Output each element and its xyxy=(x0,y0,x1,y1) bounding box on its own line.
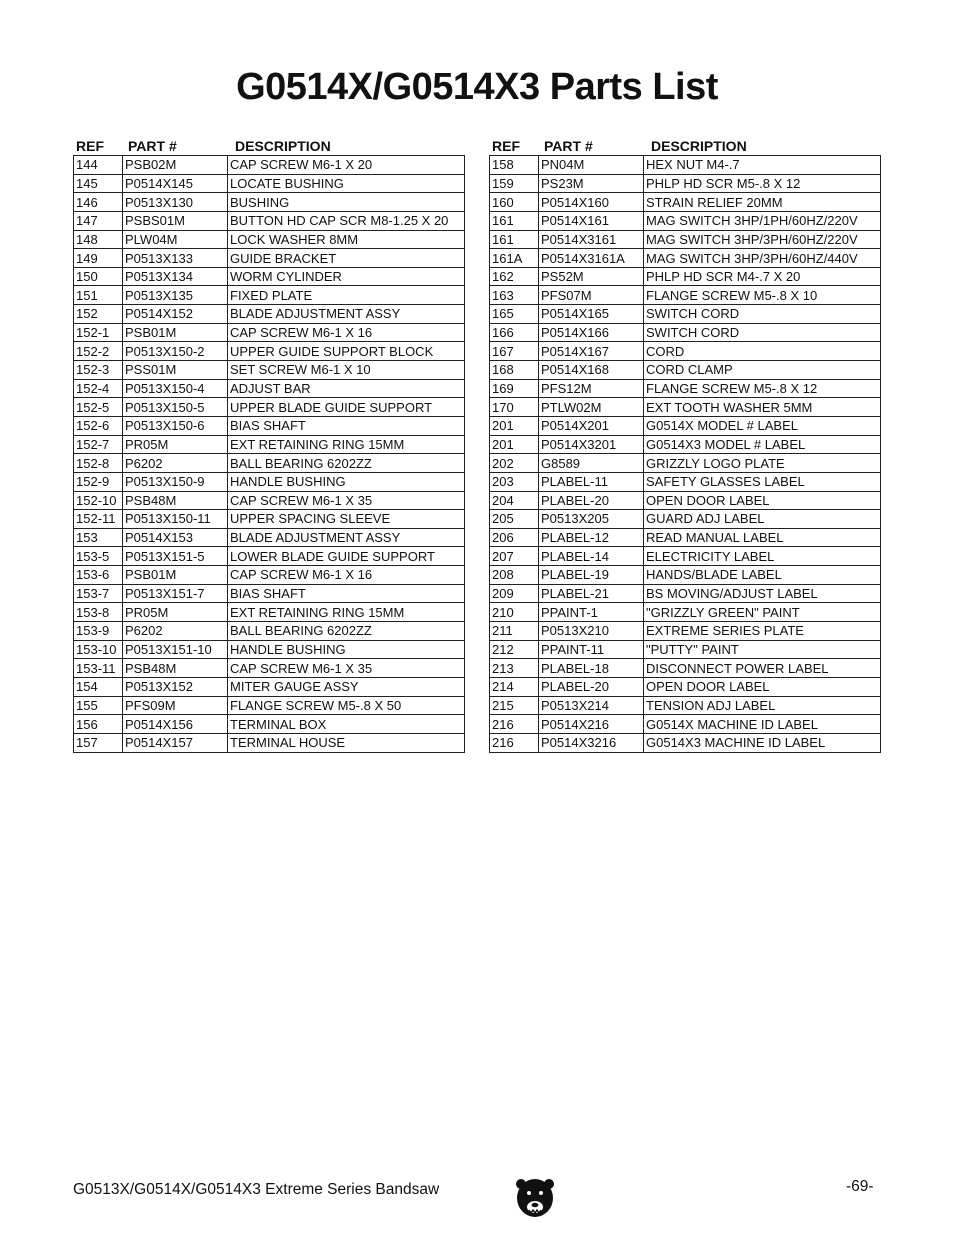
description-cell: LOCATE BUSHING xyxy=(228,174,465,193)
table-row xyxy=(490,659,881,678)
page-title: G0514X/G0514X3 Parts List xyxy=(236,66,718,108)
part-number-cell: P0513X150-9 xyxy=(123,472,228,491)
table-row xyxy=(490,286,881,305)
part-number-cell: P0513X151-7 xyxy=(123,584,228,603)
ref-cell: 161 xyxy=(490,211,539,230)
part-number-cell: PFS09M xyxy=(123,696,228,715)
part-number-cell: PSS01M xyxy=(123,361,228,380)
ref-cell: 151 xyxy=(74,286,123,305)
description-cell: FLANGE SCREW M5-.8 X 12 xyxy=(644,379,881,398)
table-row xyxy=(74,305,465,324)
description-cell: MAG SWITCH 3HP/3PH/60HZ/440V xyxy=(644,249,881,268)
ref-cell: 202 xyxy=(490,454,539,473)
table-row xyxy=(490,733,881,752)
part-number-cell: PTLW02M xyxy=(539,398,644,417)
description-cell: MAG SWITCH 3HP/3PH/60HZ/220V xyxy=(644,230,881,249)
part-number-cell: PR05M xyxy=(123,603,228,622)
table-row xyxy=(490,696,881,715)
ref-cell: 215 xyxy=(490,696,539,715)
part-number-cell: P0514X216 xyxy=(539,715,644,734)
ref-cell: 146 xyxy=(74,193,123,212)
description-cell: TERMINAL HOUSE xyxy=(228,733,465,752)
table-row xyxy=(490,640,881,659)
description-cell: FLANGE SCREW M5-.8 X 50 xyxy=(228,696,465,715)
description-cell: "GRIZZLY GREEN" PAINT xyxy=(644,603,881,622)
description-cell: G0514X MODEL # LABEL xyxy=(644,416,881,435)
table-row xyxy=(490,435,881,454)
ref-cell: 152-6 xyxy=(74,416,123,435)
ref-cell: 162 xyxy=(490,267,539,286)
table-row xyxy=(74,323,465,342)
table-row xyxy=(490,379,881,398)
table-row xyxy=(490,715,881,734)
part-number-cell: P0513X150-11 xyxy=(123,510,228,529)
part-number-cell: PFS07M xyxy=(539,286,644,305)
description-cell: MAG SWITCH 3HP/1PH/60HZ/220V xyxy=(644,211,881,230)
part-number-cell: P0514X168 xyxy=(539,361,644,380)
ref-column-header: REF xyxy=(492,138,520,154)
table-row xyxy=(74,528,465,547)
ref-cell: 213 xyxy=(490,659,539,678)
ref-cell: 167 xyxy=(490,342,539,361)
part-number-cell: PS52M xyxy=(539,267,644,286)
table-row xyxy=(74,454,465,473)
ref-cell: 154 xyxy=(74,677,123,696)
table-row xyxy=(490,249,881,268)
ref-cell: 152-3 xyxy=(74,361,123,380)
table-row xyxy=(74,379,465,398)
part-number-cell: P0514X160 xyxy=(539,193,644,212)
table-row xyxy=(490,174,881,193)
part-number-cell: P0514X3216 xyxy=(539,733,644,752)
table-row xyxy=(490,305,881,324)
description-cell: CAP SCREW M6-1 X 35 xyxy=(228,491,465,510)
description-cell: HANDLE BUSHING xyxy=(228,640,465,659)
table-row xyxy=(490,622,881,641)
table-row xyxy=(74,249,465,268)
table-row xyxy=(74,286,465,305)
ref-cell: 153-6 xyxy=(74,566,123,585)
description-cell: G0514X3 MACHINE ID LABEL xyxy=(644,733,881,752)
description-cell: SWITCH CORD xyxy=(644,323,881,342)
part-number-cell: P0513X135 xyxy=(123,286,228,305)
table-row xyxy=(490,510,881,529)
description-cell: BIAS SHAFT xyxy=(228,416,465,435)
part-number-cell: PLABEL-14 xyxy=(539,547,644,566)
description-cell: UPPER BLADE GUIDE SUPPORT xyxy=(228,398,465,417)
part-number-cell: PPAINT-11 xyxy=(539,640,644,659)
description-cell: LOCK WASHER 8MM xyxy=(228,230,465,249)
part-number-cell: PLABEL-21 xyxy=(539,584,644,603)
part-number-cell: P0514X152 xyxy=(123,305,228,324)
ref-cell: 150 xyxy=(74,267,123,286)
description-cell: BALL BEARING 6202ZZ xyxy=(228,454,465,473)
table-row xyxy=(74,640,465,659)
description-cell: WORM CYLINDER xyxy=(228,267,465,286)
description-cell: GRIZZLY LOGO PLATE xyxy=(644,454,881,473)
part-number-cell: P0514X166 xyxy=(539,323,644,342)
part-number-cell: P0514X3161A xyxy=(539,249,644,268)
part-number-cell: P0514X3201 xyxy=(539,435,644,454)
description-cell: CAP SCREW M6-1 X 20 xyxy=(228,156,465,175)
description-cell: BLADE ADJUSTMENT ASSY xyxy=(228,305,465,324)
table-header xyxy=(73,132,465,155)
ref-cell: 153-8 xyxy=(74,603,123,622)
table-row xyxy=(74,230,465,249)
table-row xyxy=(490,472,881,491)
description-cell: ADJUST BAR xyxy=(228,379,465,398)
table-row xyxy=(490,398,881,417)
ref-cell: 211 xyxy=(490,622,539,641)
ref-cell: 201 xyxy=(490,416,539,435)
description-cell: STRAIN RELIEF 20MM xyxy=(644,193,881,212)
table-row xyxy=(490,323,881,342)
ref-cell: 152-7 xyxy=(74,435,123,454)
ref-cell: 160 xyxy=(490,193,539,212)
page-number: -69- xyxy=(846,1178,874,1195)
ref-cell: 204 xyxy=(490,491,539,510)
table-row xyxy=(74,733,465,752)
part-number-cell: P0513X133 xyxy=(123,249,228,268)
table-row xyxy=(74,174,465,193)
part-number-cell: PLABEL-12 xyxy=(539,528,644,547)
table-row xyxy=(74,435,465,454)
description-cell: HEX NUT M4-.7 xyxy=(644,156,881,175)
table-row xyxy=(74,566,465,585)
ref-cell: 144 xyxy=(74,156,123,175)
grizzly-bear-head-icon xyxy=(514,1176,556,1220)
part-number-cell: P0513X150-4 xyxy=(123,379,228,398)
ref-cell: 209 xyxy=(490,584,539,603)
ref-cell: 149 xyxy=(74,249,123,268)
description-cell: BUTTON HD CAP SCR M8-1.25 X 20 xyxy=(228,211,465,230)
description-cell: PHLP HD SCR M5-.8 X 12 xyxy=(644,174,881,193)
ref-cell: 153-7 xyxy=(74,584,123,603)
part-number-cell: P0514X3161 xyxy=(539,230,644,249)
description-cell: CAP SCREW M6-1 X 35 xyxy=(228,659,465,678)
table-row xyxy=(74,491,465,510)
ref-cell: 216 xyxy=(490,733,539,752)
part-number-cell: P0513X151-10 xyxy=(123,640,228,659)
part-number-cell: P0514X145 xyxy=(123,174,228,193)
ref-cell: 148 xyxy=(74,230,123,249)
table-row xyxy=(74,584,465,603)
ref-cell: 145 xyxy=(74,174,123,193)
ref-cell: 153-11 xyxy=(74,659,123,678)
part-number-cell: PLABEL-19 xyxy=(539,566,644,585)
ref-cell: 161A xyxy=(490,249,539,268)
part-number-cell: P6202 xyxy=(123,622,228,641)
table-row xyxy=(74,472,465,491)
ref-cell: 153-5 xyxy=(74,547,123,566)
description-cell: EXT RETAINING RING 15MM xyxy=(228,603,465,622)
description-cell: EXT RETAINING RING 15MM xyxy=(228,435,465,454)
part-number-cell: PLABEL-18 xyxy=(539,659,644,678)
description-cell: CORD xyxy=(644,342,881,361)
part-number-cell: P0513X151-5 xyxy=(123,547,228,566)
table-row xyxy=(490,454,881,473)
parts-table-right xyxy=(489,132,881,753)
part-number-cell: P6202 xyxy=(123,454,228,473)
description-cell: OPEN DOOR LABEL xyxy=(644,491,881,510)
part-column-header: PART # xyxy=(544,138,593,154)
ref-cell: 208 xyxy=(490,566,539,585)
ref-cell: 155 xyxy=(74,696,123,715)
ref-cell: 152-2 xyxy=(74,342,123,361)
ref-cell: 152-8 xyxy=(74,454,123,473)
ref-cell: 216 xyxy=(490,715,539,734)
ref-cell: 152 xyxy=(74,305,123,324)
description-cell: BIAS SHAFT xyxy=(228,584,465,603)
table-row xyxy=(490,584,881,603)
table-header xyxy=(489,132,881,155)
part-number-cell: P0514X161 xyxy=(539,211,644,230)
ref-cell: 212 xyxy=(490,640,539,659)
part-number-cell: G8589 xyxy=(539,454,644,473)
ref-cell: 156 xyxy=(74,715,123,734)
ref-cell: 166 xyxy=(490,323,539,342)
table-row xyxy=(74,342,465,361)
ref-cell: 203 xyxy=(490,472,539,491)
part-number-cell: P0514X165 xyxy=(539,305,644,324)
table-row xyxy=(74,156,465,175)
table-row xyxy=(74,696,465,715)
table-row xyxy=(490,361,881,380)
description-cell: BUSHING xyxy=(228,193,465,212)
table-row xyxy=(490,603,881,622)
part-number-cell: PN04M xyxy=(539,156,644,175)
ref-cell: 205 xyxy=(490,510,539,529)
part-number-cell: P0513X130 xyxy=(123,193,228,212)
ref-cell: 214 xyxy=(490,677,539,696)
part-number-cell: PSB02M xyxy=(123,156,228,175)
description-cell: DISCONNECT POWER LABEL xyxy=(644,659,881,678)
table-row xyxy=(490,230,881,249)
description-cell: BS MOVING/ADJUST LABEL xyxy=(644,584,881,603)
table-row xyxy=(490,211,881,230)
part-number-cell: PR05M xyxy=(123,435,228,454)
part-number-cell: PLW04M xyxy=(123,230,228,249)
table-row xyxy=(74,398,465,417)
table-row xyxy=(490,267,881,286)
part-number-cell: PLABEL-11 xyxy=(539,472,644,491)
description-cell: UPPER SPACING SLEEVE xyxy=(228,510,465,529)
table-row xyxy=(490,491,881,510)
part-number-cell: PSBS01M xyxy=(123,211,228,230)
description-cell: SWITCH CORD xyxy=(644,305,881,324)
description-cell: UPPER GUIDE SUPPORT BLOCK xyxy=(228,342,465,361)
table-row xyxy=(74,622,465,641)
ref-cell: 201 xyxy=(490,435,539,454)
ref-cell: 158 xyxy=(490,156,539,175)
part-number-cell: P0513X150-6 xyxy=(123,416,228,435)
part-number-cell: PFS12M xyxy=(539,379,644,398)
ref-cell: 207 xyxy=(490,547,539,566)
table-row xyxy=(74,603,465,622)
table-row xyxy=(490,677,881,696)
table-row xyxy=(490,342,881,361)
part-number-cell: PLABEL-20 xyxy=(539,677,644,696)
description-cell: SAFETY GLASSES LABEL xyxy=(644,472,881,491)
manual-title: G0513X/G0514X/G0514X3 Extreme Series Bandsaw xyxy=(73,1181,440,1198)
part-number-cell: P0514X201 xyxy=(539,416,644,435)
table-row xyxy=(490,528,881,547)
part-number-cell: P0513X134 xyxy=(123,267,228,286)
table-row xyxy=(74,659,465,678)
ref-cell: 159 xyxy=(490,174,539,193)
table-row xyxy=(74,361,465,380)
ref-cell: 165 xyxy=(490,305,539,324)
part-column-header: PART # xyxy=(128,138,177,154)
part-number-cell: P0514X156 xyxy=(123,715,228,734)
description-cell: FIXED PLATE xyxy=(228,286,465,305)
table-row xyxy=(74,547,465,566)
table-row xyxy=(74,193,465,212)
table-row xyxy=(490,547,881,566)
part-number-cell: P0513X214 xyxy=(539,696,644,715)
description-cell: PHLP HD SCR M4-.7 X 20 xyxy=(644,267,881,286)
description-cell: GUIDE BRACKET xyxy=(228,249,465,268)
description-cell: FLANGE SCREW M5-.8 X 10 xyxy=(644,286,881,305)
ref-cell: 161 xyxy=(490,230,539,249)
ref-cell: 169 xyxy=(490,379,539,398)
part-number-cell: P0514X167 xyxy=(539,342,644,361)
description-cell: HANDS/BLADE LABEL xyxy=(644,566,881,585)
ref-cell: 147 xyxy=(74,211,123,230)
ref-cell: 210 xyxy=(490,603,539,622)
ref-cell: 152-10 xyxy=(74,491,123,510)
description-cell: "PUTTY" PAINT xyxy=(644,640,881,659)
ref-cell: 163 xyxy=(490,286,539,305)
ref-cell: 152-11 xyxy=(74,510,123,529)
part-number-cell: PSB01M xyxy=(123,323,228,342)
part-number-cell: P0513X150-5 xyxy=(123,398,228,417)
part-number-cell: PSB48M xyxy=(123,491,228,510)
ref-cell: 206 xyxy=(490,528,539,547)
part-number-cell: P0514X157 xyxy=(123,733,228,752)
description-cell: ELECTRICITY LABEL xyxy=(644,547,881,566)
description-cell: TENSION ADJ LABEL xyxy=(644,696,881,715)
description-cell: BLADE ADJUSTMENT ASSY xyxy=(228,528,465,547)
part-number-cell: PPAINT-1 xyxy=(539,603,644,622)
description-cell: EXTREME SERIES PLATE xyxy=(644,622,881,641)
table-row xyxy=(490,416,881,435)
description-cell: HANDLE BUSHING xyxy=(228,472,465,491)
parts-rows-right xyxy=(490,156,881,753)
parts-rows-left xyxy=(74,156,465,753)
ref-cell: 152-4 xyxy=(74,379,123,398)
ref-cell: 152-9 xyxy=(74,472,123,491)
description-cell: LOWER BLADE GUIDE SUPPORT xyxy=(228,547,465,566)
part-number-cell: P0513X152 xyxy=(123,677,228,696)
ref-cell: 170 xyxy=(490,398,539,417)
part-number-cell: P0513X210 xyxy=(539,622,644,641)
part-number-cell: P0514X153 xyxy=(123,528,228,547)
parts-table-left xyxy=(73,132,465,753)
description-cell: CORD CLAMP xyxy=(644,361,881,380)
description-cell: G0514X MACHINE ID LABEL xyxy=(644,715,881,734)
description-cell: TERMINAL BOX xyxy=(228,715,465,734)
table-row xyxy=(74,715,465,734)
ref-column-header: REF xyxy=(76,138,104,154)
table-row xyxy=(74,416,465,435)
table-row xyxy=(74,677,465,696)
description-cell: G0514X3 MODEL # LABEL xyxy=(644,435,881,454)
part-number-cell: PSB01M xyxy=(123,566,228,585)
description-cell: GUARD ADJ LABEL xyxy=(644,510,881,529)
description-column-header: DESCRIPTION xyxy=(651,138,747,154)
table-row xyxy=(74,510,465,529)
table-row xyxy=(490,156,881,175)
description-cell: OPEN DOOR LABEL xyxy=(644,677,881,696)
description-cell: SET SCREW M6-1 X 10 xyxy=(228,361,465,380)
ref-cell: 153-9 xyxy=(74,622,123,641)
description-cell: EXT TOOTH WASHER 5MM xyxy=(644,398,881,417)
part-number-cell: PSB48M xyxy=(123,659,228,678)
description-cell: BALL BEARING 6202ZZ xyxy=(228,622,465,641)
part-number-cell: P0513X150-2 xyxy=(123,342,228,361)
description-cell: READ MANUAL LABEL xyxy=(644,528,881,547)
ref-cell: 152-5 xyxy=(74,398,123,417)
table-row xyxy=(490,193,881,212)
description-cell: MITER GAUGE ASSY xyxy=(228,677,465,696)
table-row xyxy=(490,566,881,585)
description-cell: CAP SCREW M6-1 X 16 xyxy=(228,323,465,342)
ref-cell: 153 xyxy=(74,528,123,547)
table-row xyxy=(74,267,465,286)
ref-cell: 157 xyxy=(74,733,123,752)
part-number-cell: PS23M xyxy=(539,174,644,193)
description-cell: CAP SCREW M6-1 X 16 xyxy=(228,566,465,585)
ref-cell: 168 xyxy=(490,361,539,380)
part-number-cell: PLABEL-20 xyxy=(539,491,644,510)
description-column-header: DESCRIPTION xyxy=(235,138,331,154)
ref-cell: 152-1 xyxy=(74,323,123,342)
part-number-cell: P0513X205 xyxy=(539,510,644,529)
ref-cell: 153-10 xyxy=(74,640,123,659)
table-row xyxy=(74,211,465,230)
